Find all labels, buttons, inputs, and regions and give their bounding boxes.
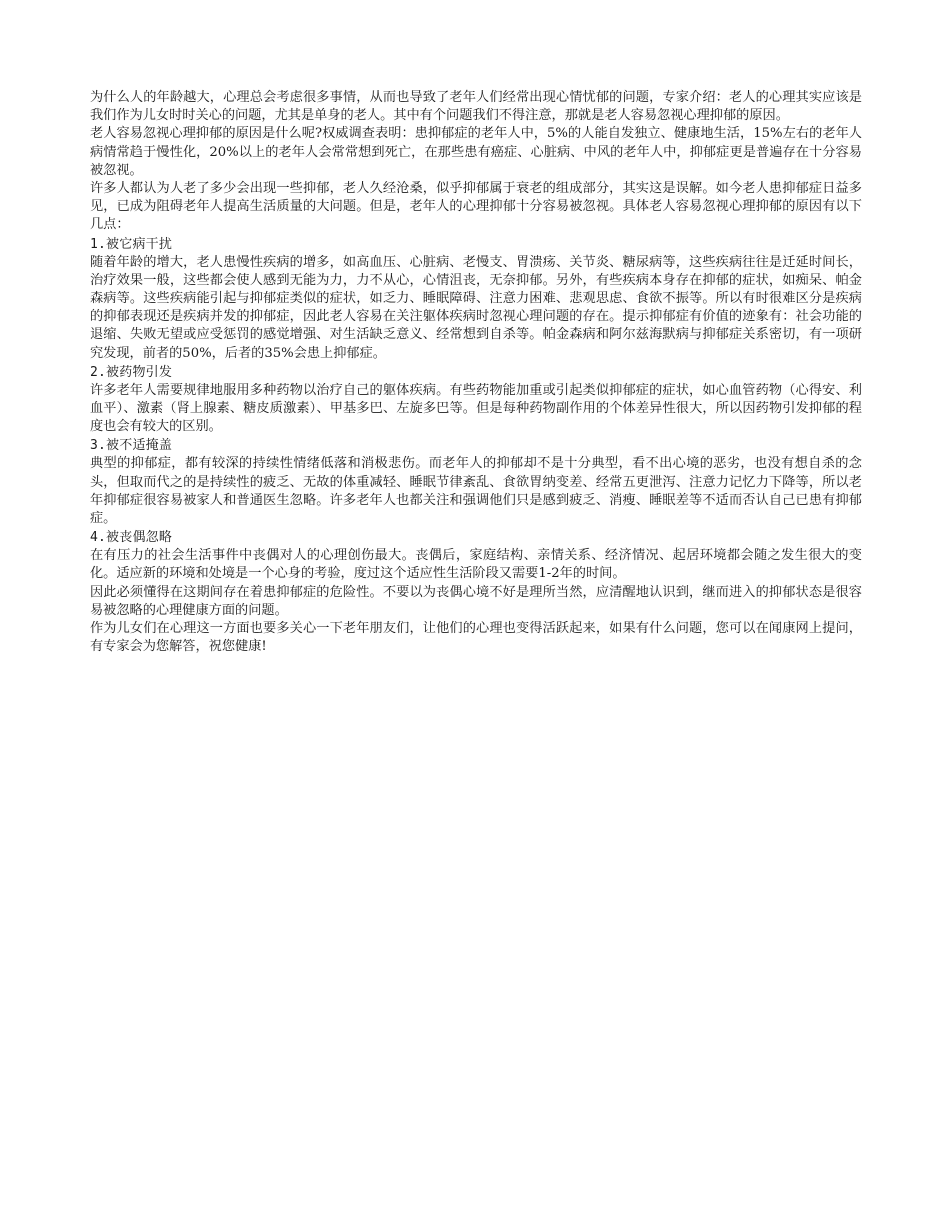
- intro-paragraph-2: 老人容易忽视心理抑郁的原因是什么呢?权威调查表明：患抑郁症的老年人中，5%的人能自发独立、健康地生活，15%左右的老年人病情常趋于慢性化，20%以上的老年人会常常想到死亡，在那些患有癌症、心脏病、中风的老年人中，抑郁症更是普遍存在十分容易被忽视。: [90, 126, 862, 178]
- section-heading-2: 2.被药物引发: [90, 364, 173, 380]
- intro-paragraph-1: 为什么人的年龄越大，心理总会考虑很多事情，从而也导致了老年人们经常出现心情忧郁的问题，专家介绍：老人的心理其实应该是我们作为儿女时时关心的问题，尤其是单身的老人。其中有个问题我们不得注意，那就是老人容易忽视心理抑郁的原因。: [90, 90, 862, 124]
- section-body-4-continued: 因此必须懂得在这期间存在着患抑郁症的危险性。不要以为丧偶心境不好是理所当然，应清醒地认识到，继而进入的抑郁状态是很容易被忽略的心理健康方面的问题。: [90, 584, 862, 618]
- section-body-1: 随着年龄的增大，老人患慢性疾病的增多，如高血压、心脏病、老慢支、胃溃疡、关节炎、糖尿病等，这些疾病往往是迁延时间长，治疗效果一般，这些都会使人感到无能为力，力不从心，心情沮丧，无奈抑郁。另外，有些疾病本身存在抑郁的症状，如痴呆、帕金森病等。这些疾病能引起与抑郁症类似的症状，如乏力、睡眠障碍、注意力困难、悲观思虑、食欲不振等。所以有时很难区分是疾病的抑郁表现还是疾病并发的抑郁症，因此老人容易在关注躯体疾病时忽视心理问题的存在。提示抑郁症有价值的迹象有：社会功能的退缩、失败无望或应受惩罚的感觉增强、对生活缺乏意义、经常想到自杀等。帕金森病和阿尔兹海默病与抑郁症关系密切，有一项研究发现，前者的50%，后者的35%会患上抑郁症。: [90, 254, 862, 361]
- intro-paragraph-3: 许多人都认为人老了多少会出现一些抑郁，老人久经沧桑，似乎抑郁属于衰老的组成部分，其实这是误解。如今老人患抑郁症日益多见，已成为阻碍老年人提高生活质量的大问题。但是，老年人的心理抑郁十分容易被忽视。具体老人容易忽视心理抑郁的原因有以下几点：: [90, 181, 862, 233]
- section-heading-3: 3.被不适掩盖: [90, 438, 173, 454]
- section-heading-4: 4.被丧偶忽略: [90, 530, 173, 546]
- section-heading-1: 1.被它病干扰: [90, 236, 173, 252]
- section-body-2: 许多老年人需要规律地服用多种药物以治疗自己的躯体疾病。有些药物能加重或引起类似抑郁症的症状，如心血管药物（心得安、利血平）、激素（肾上腺素、糖皮质激素）、甲基多巴、左旋多巴等。但是每种药物副作用的个体差异性很大，所以因药物引发抑郁的程度也会有较大的区别。: [90, 382, 862, 435]
- article-body: [90, 89, 862, 656]
- section-body-4: 在有压力的社会生活事件中丧偶对人的心理创伤最大。丧偶后，家庭结构、亲情关系、经济情况、起居环境都会随之发生很大的变化。适应新的环境和处境是一个心身的考验，度过这个适应性生活阶段又需要1-2年的时间。: [90, 548, 862, 582]
- section-body-3: 典型的抑郁症，都有较深的持续性情绪低落和消极悲伤。而老年人的抑郁却不是十分典型，看不出心境的恶劣，也没有想自杀的念头，但取而代之的是持续性的疲乏、无故的体重减轻、睡眠节律紊乱、食欲胃纳变差、经常五更泄泻、注意力记忆力下降等，所以老年抑郁症很容易被家人和普通医生忽略。许多老年人也都关注和强调他们只是感到疲乏、消瘦、睡眠差等不适而否认自己已患有抑郁症。: [90, 456, 862, 527]
- closing-paragraph: 作为儿女们在心理这一方面也要多关心一下老年朋友们，让他们的心理也变得活跃起来，如果有什么问题，您可以在闻康网上提问，有专家会为您解答，祝您健康!: [90, 621, 862, 655]
